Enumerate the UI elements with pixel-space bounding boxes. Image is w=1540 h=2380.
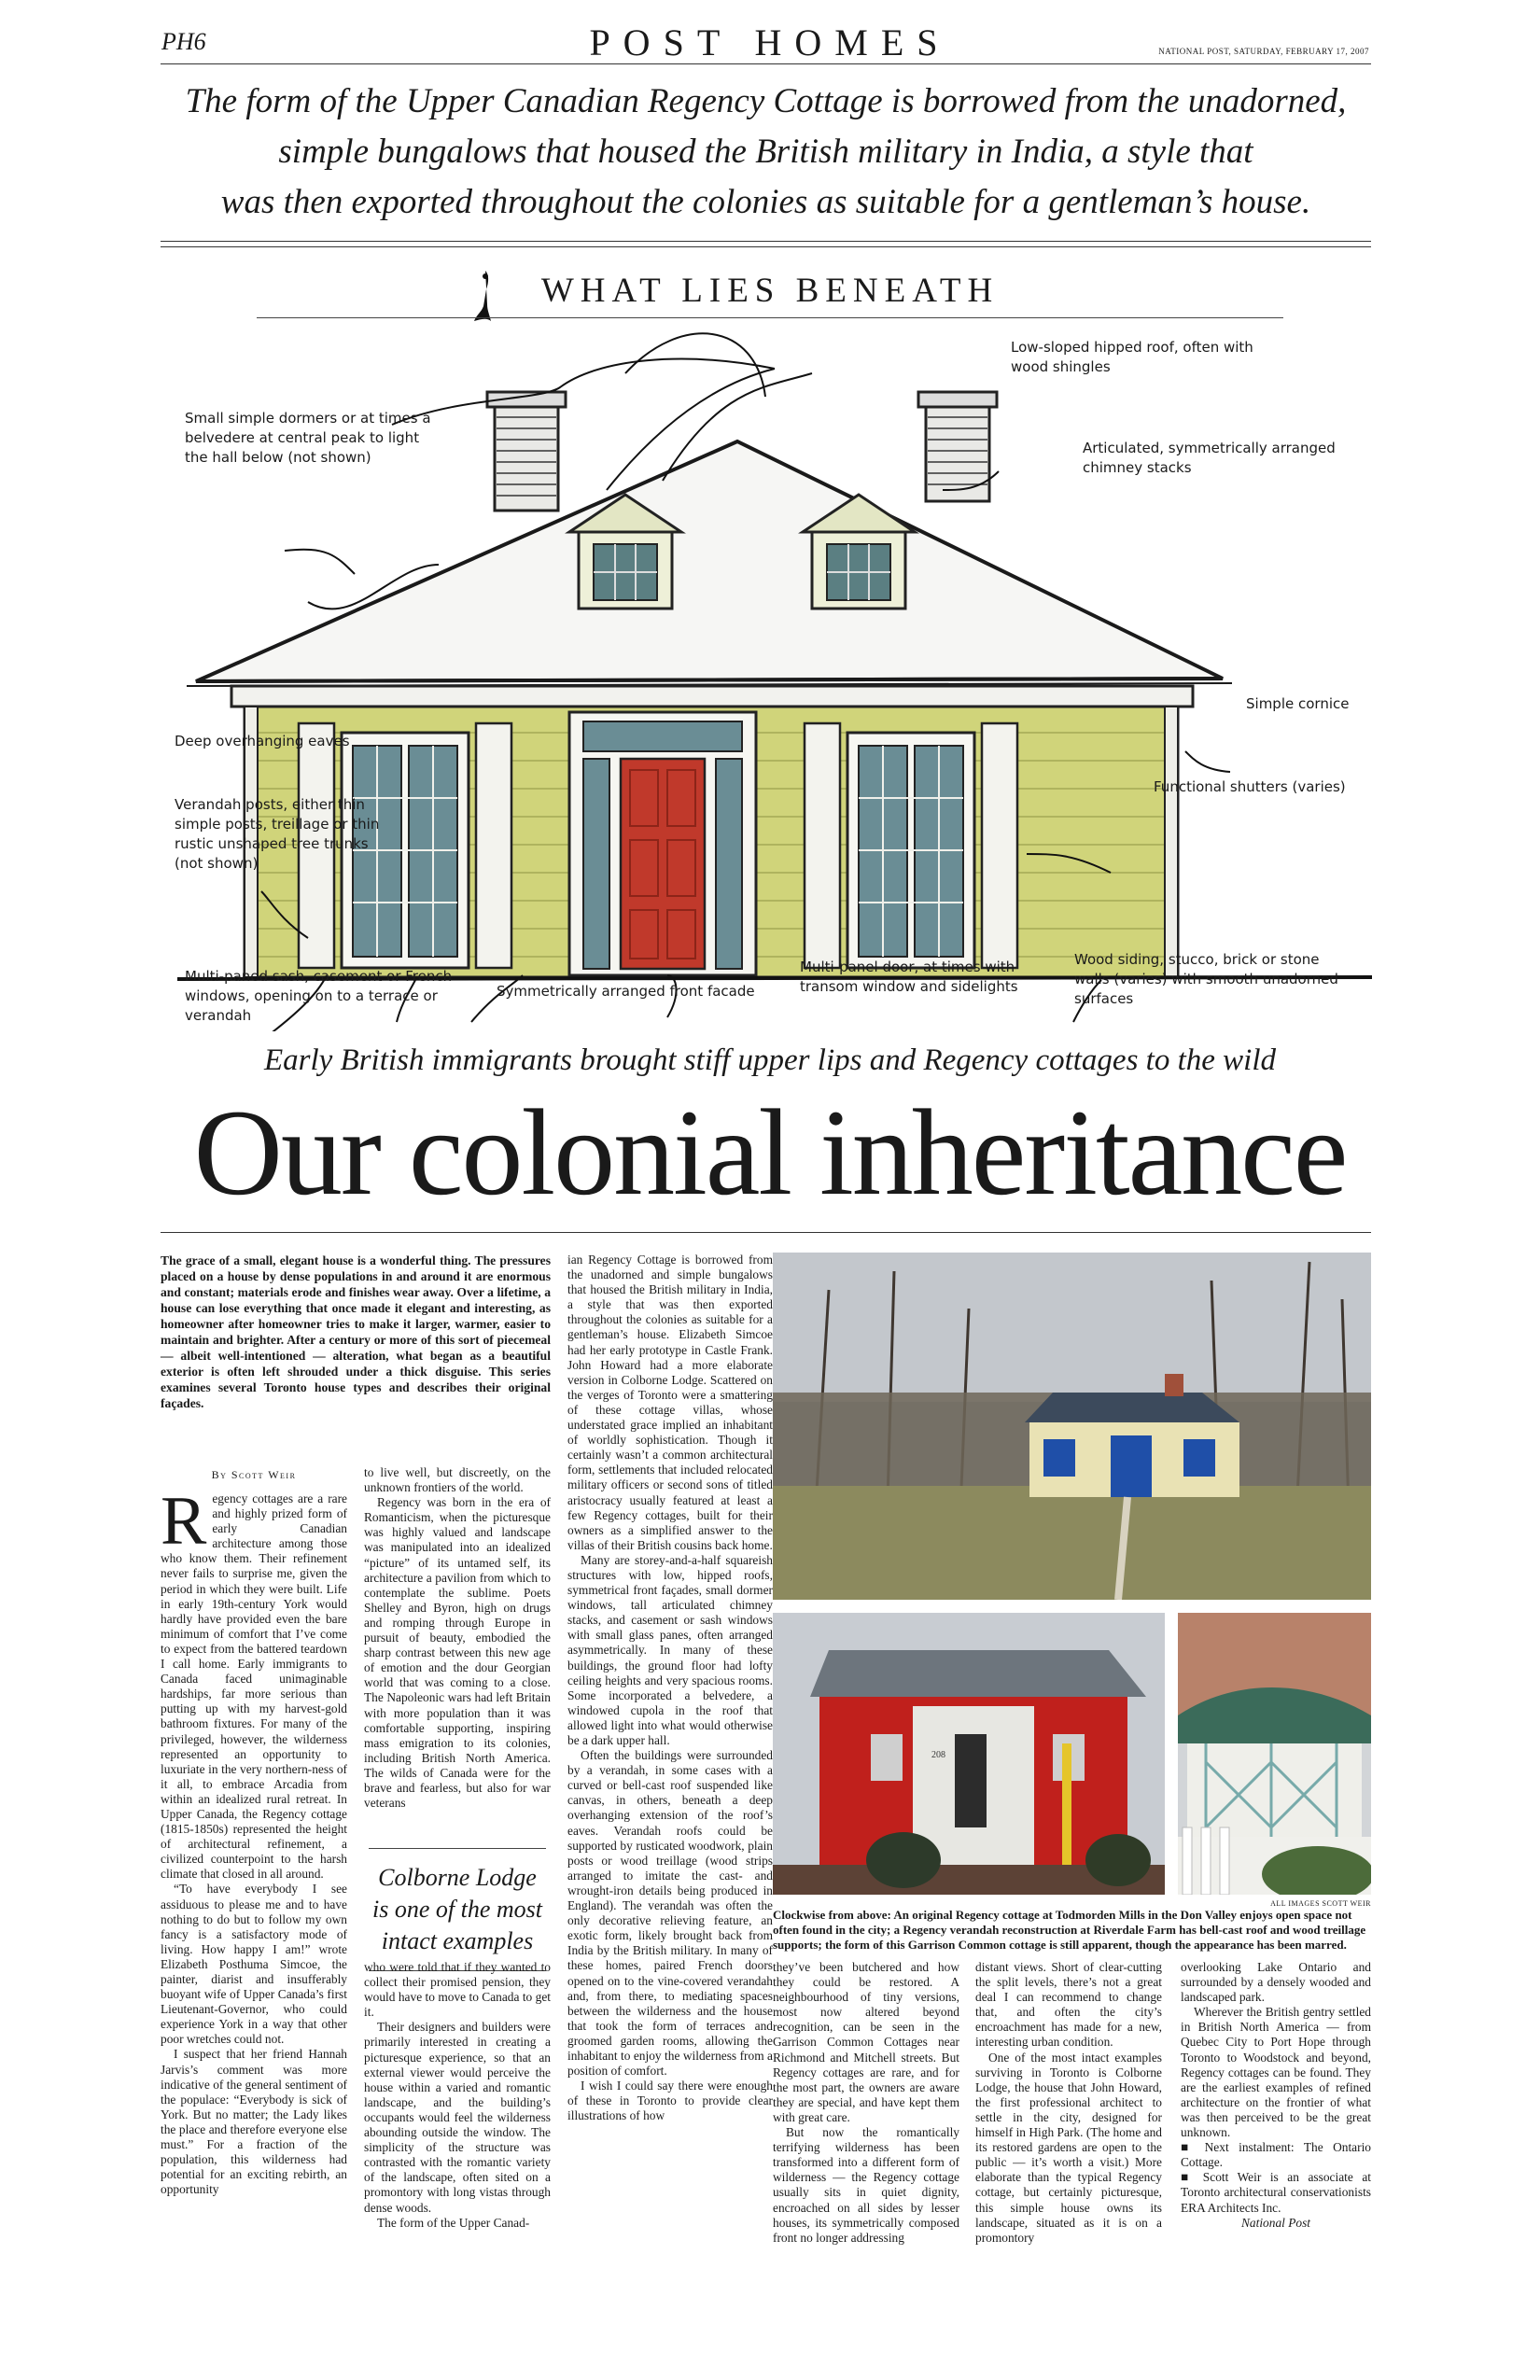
annotation-cornice: Simple cornice	[1246, 695, 1350, 712]
photo-credit: ALL IMAGES SCOTT WEIR	[1270, 1899, 1371, 1908]
column-5	[975, 1960, 1162, 2246]
photo-riverdale-farm-verandah	[1178, 1613, 1371, 1895]
page-number: PH6	[161, 28, 206, 55]
intro-paragraph: The grace of a small, elegant house is a wonderful thing. The pressures placed on a house by dense populations in and around it are enormous and constant; materials erode and finishes wear away. Over a lifetime, a house can lose everything that once made it elegant and interesting, as homeowner after homeowner tries to make it larger, warmer, easier to maintain and brighter. After a century or more of this sort of piecemeal — albeit well-intentioned — alteration, what began as a beautiful exterior is often left shrouded under a thick disguise. This series examines several Toronto house types and describes their original façades.	[161, 1253, 551, 1410]
annotation-eaves: Deep overhanging eaves	[175, 733, 350, 749]
chimney-right	[918, 392, 997, 501]
annotation-door: Multi-panel door, at times with transom window and sidelights	[800, 959, 1018, 995]
annotation-dormers: Small simple dormers or at times a belvedere at central peak to light the hall below (not shown)	[185, 410, 431, 466]
col1-p2: “To have everybody I see assiduous to please me and to have nothing to do but to follow my own fancy is a satisfactory mode of living. How happy I am!” wrote Elizabeth Posthuma Simcoe, the painter, diarist and insufferably buoyant wife of Upper Canada’s first Lieutenant-Governor, who could experience York in a way that other poor wretches could not.	[161, 1882, 347, 2047]
col2-p4: Their designers and builders were primarily interested in creating a picturesque experience, so that an external viewer would perceive the house within a varied and romantic landscape, and the building’s occupants would feel the wilderness abounding outside the window. The simplicity of the structure was contrasted with the romantic variety of the landscape, often sited on a promontory with long vistas through dense woods.	[364, 2020, 551, 2215]
hipped-roof	[196, 441, 1223, 681]
column-3	[567, 1253, 773, 2123]
annotation-posts: Verandah posts, either thin simple posts, treillage or thin rustic unshaped tree trunks (not shown)	[175, 796, 380, 872]
author-bio: ■ Scott Weir is an associate at Toronto architectural conservationists ERA Architects Inc.	[1181, 2170, 1371, 2215]
annotation-facade: Symmetrically arranged front facade	[497, 983, 755, 1000]
col2-p1: to live well, but discreetly, on the unknown frontiers of the world.	[364, 1465, 551, 1495]
col6-p1: overlooking Lake Ontario and surrounded by a densely wooded and landscaped park.	[1181, 1960, 1371, 2005]
source-credit: National Post	[1240, 2215, 1311, 2230]
col5-p1: distant views. Short of clear-cutting the split levels, there’s not a great deal I can recommend to change that, and often the city’s encroachment has made for a new, interesting urban condition.	[975, 1960, 1162, 2050]
kicker: Early British immigrants brought stiff upper lips and Regency cottages to the wild	[263, 1043, 1277, 1077]
deck-rule-bottom	[161, 246, 1371, 247]
column-6	[1181, 1960, 1371, 2231]
photo-garrison-common-cottage	[773, 1613, 1165, 1895]
window-right	[805, 723, 1017, 968]
next-instalment: ■ Next instalment: The Ontario Cottage.	[1181, 2140, 1371, 2170]
column-2-lower	[364, 1960, 551, 2231]
col3-p2: Many are storey-and-a-half squareish structures with low, hipped roofs, symmetrical front façades, small dormer windows, tall articulated chimney stacks, and casement or sash windows with small glass panes, often arranged asymmetrically. In many of these buildings, the ground floor had lofty ceiling heights and very spacious rooms. Some incorporated a belvedere, a windowed cupola in the roof that allowed light into what would otherwise be a dark upper hall.	[567, 1552, 773, 1747]
column-1	[161, 1483, 347, 2197]
col5-p2: One of the most intact examples surviving in Toronto is Colborne Lodge, the house that John Howard, the first professional architect to settle in the city, designed for himself in High Park. (The home and its restored gardens are open to the public — it’s worth a visit.) More elaborate than the typical Regency cottage, but certainly picturesque, this simple house owns its landscape, situated as it is on a promontory	[975, 2050, 1162, 2245]
dateline: NATIONAL POST, SATURDAY, FEBRUARY 17, 2007	[1158, 47, 1369, 56]
column-2	[364, 1465, 551, 1811]
cornice	[231, 686, 1193, 707]
col3-p4: I wish I could say there were enough of these in Toronto to provide clear illustrations of how	[567, 2079, 773, 2123]
col3-p1: ian Regency Cottage is borrowed from the unadorned and simple bungalows that housed the British military in India, a style that was then exported throughout the colonies as suitable for a gentleman’s house. Elizabeth Simcoe had her early prototype in Castle Frank. John Howard had a more elaborate version in Colborne Lodge. Scattered on the verges of Toronto were a smattering of these cottage villas, whose understated grace implied an inhabitant of worldly sophistication. Though it certainly wasn’t a common architectural form, settlements that included relocated military officers or second sons of titled aristocracy usually featured at least a few Regency cottages, built for their owners as a simplified answer to the villas of their British cousins back home.	[567, 1253, 773, 1552]
col4-p2: But now the romantically terrifying wilderness has been transformed into a different form of wilderness — the Regency cottage usually sits in quiet dignity, encroached on all sides by lesser houses, its symmetrically composed front no longer addressing	[773, 2125, 959, 2245]
column-4	[773, 1960, 959, 2246]
col6-p2: Wherever the British gentry settled in British North America — from Quebec City to Port Hope through Toronto to Woodstock and beyond, Regency cottages can be found. They are the earliest examples of refined architecture on the frontier of what was then perceived to be the great unknown.	[1181, 2005, 1371, 2140]
house-number: 208	[931, 1750, 945, 1760]
graphic-title: WHAT LIES BENEATH	[540, 272, 1000, 310]
drop-cap: R	[161, 1483, 207, 1560]
col2-p5: The form of the Upper Canad-	[377, 2215, 530, 2230]
deck-line-3: was then exported throughout the colonies as suitable for a gentleman’s house.	[220, 183, 1311, 221]
col1-p1: egency cottages are a rare and highly prized form of early Canadian architecture among those who know them. Their refinement never fails to surprise me, given the period in which they were built. Life in early 19th-century York would hardly have provided even the bare minimum of comfort that I’ve come to expect from the battered teardown I call home. Early immigrants to Canada faced unimaginable hardships, far more serious than putting up with my harvest-gold bathroom fixtures. For many of the privileged, however, the wilderness represented an opportunity to luxuriate in the very northern-ness of it all, to embrace Arcadia from within an idealized rural retreat. In Upper Canada, the Regency cottage (1815-1850s) represented the height of architectural refinement, a civilized counterpoint to the harsh climate that closed in all around.	[161, 1491, 347, 1882]
graphic-title-rule	[257, 317, 1283, 318]
col3-p3: Often the buildings were surrounded by a verandah, in some cases with a curved or bell-cast roof suspended like canvas, in others, beneath a deep overhanging extension of the roof’s eaves. Verandah roofs could be supported by rusticated woodwork, plain posts or wood treillage (wood strips arranged to imitate the cast- and wrought-iron details being produced in England). The verandah was often the only decorative relieving feature, an exotic form, likely brought back from India by the British military. In many of these homes, paired French doors opened on to the vine-covered verandah and, from there, to mediating spaces between the wilderness and the house that took the form of terraces and groomed garden rooms, allowing the inhabitant to enjoy the wilderness from a position of comfort.	[567, 1748, 773, 2079]
annotation-chimneys: Articulated, symmetrically arranged chimney stacks	[1083, 440, 1336, 476]
section-title: POST HOMES	[589, 21, 951, 63]
annotation-roof: Low-sloped hipped roof, often with wood shingles	[1011, 339, 1253, 375]
deck-line-2: simple bungalows that housed the British military in India, a style that	[278, 133, 1253, 171]
photo-todmorden-mills-cottage	[773, 1253, 1371, 1600]
col4-p1: they’ve been butchered and how they could be restored. A neighbourhood of tiny versions, most now altered beyond recognition, can be seen in the Garrison Common Cottages near Richmond and Mitchell streets. But Regency cottages are rare, and for the most part, the owners are aware they are special, and have kept them with great care.	[773, 1960, 959, 2124]
col2-p2: Regency was born in the era of Romanticism, when the picturesque was highly valued and landscape was manipulated into an idealized “picture” of its untamed self, its architecture a pavilion from which to contemplate the sublime. Poets Shelley and Byron, high on drugs and romping through Europe in pursuit of beauty, embodied the sharp contrast between this new age of emotion and the dour Georgian world that was coming to a close. The Napoleonic wars had left Britain with more population than it was comfortable supporting, inspiring mass emigration to its colonies, including British North America. The wilds of Canada were for the brave and fearless, but also for war veterans	[364, 1495, 551, 1811]
annotation-sash: Multi-paned sash, casement or French windows, opening on to a terrace or verandah	[185, 968, 453, 1024]
header-rule	[161, 63, 1371, 64]
photo-caption: Clockwise from above: An original Regency cottage at Todmorden Mills in the Don Valley enjoys open space not often found in the city; a Regency verandah reconstruction at Riverdale Farm has bell-cast roof and wood treillage supports; the form of this Garrison Common cottage is still apparent, though the appearance has been marred.	[773, 1908, 1366, 1952]
deck	[161, 77, 1371, 228]
deck-line-1: The form of the Upper Canadian Regency Cottage is borrowed from the unadorned,	[185, 82, 1347, 120]
annotation-shutters: Functional shutters (varies)	[1154, 778, 1346, 795]
front-door	[569, 712, 756, 975]
annotation-walls: Wood siding, stucco, brick or stone walls (varies) with smooth unadorned surfaces	[1074, 951, 1338, 1007]
headline-rule	[161, 1232, 1371, 1233]
col2-p3: who were told that if they wanted to collect their promised pension, they would have to move to Canada to get it.	[364, 1960, 551, 2020]
deck-rule-top	[161, 241, 1371, 242]
pull-quote: Colborne Lodge is one of the most intact examples	[369, 1848, 546, 1971]
chimney-left	[487, 392, 566, 511]
col1-p3: I suspect that her friend Hannah Jarvis’s comment was more indicative of the general sentiment of the populace: “Everybody is sick of York. But no matter; the Lady likes the place and therefore everyone else must.” For a fraction of the population, this wilderness had potential for an exciting rebirth, an opportunity	[161, 2047, 347, 2197]
headline: Our colonial inheritance	[193, 1084, 1347, 1221]
byline: By Scott Weir	[211, 1468, 297, 1481]
